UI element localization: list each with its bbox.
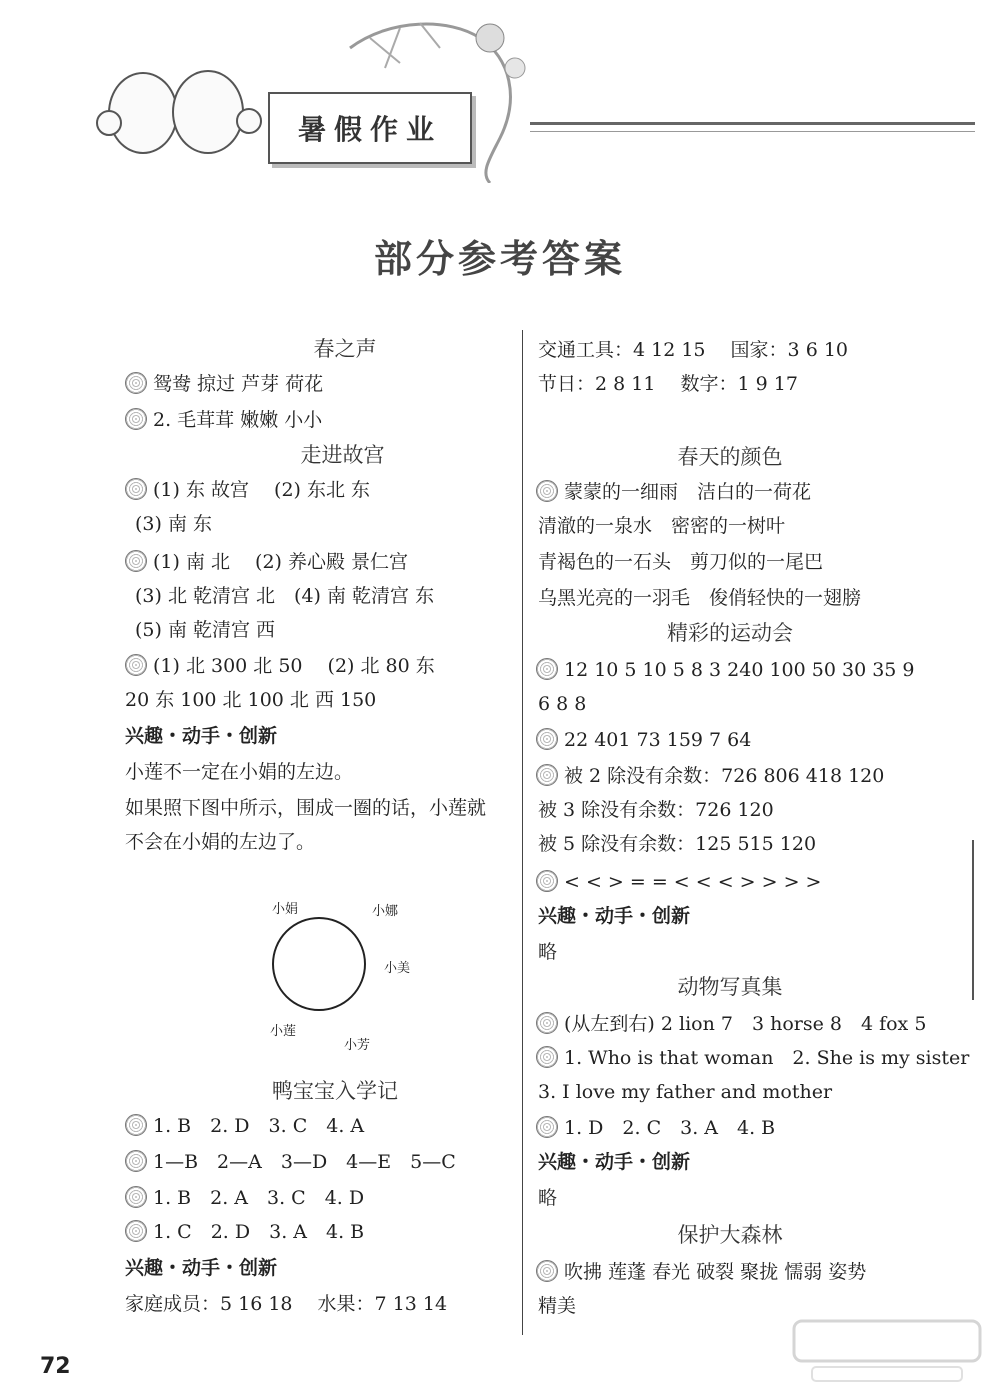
bullet-icon — [125, 550, 147, 572]
bullet-icon — [536, 764, 558, 786]
answer-line: 20 东 100 北 100 北 西 150 — [125, 689, 377, 711]
bullet-icon — [536, 1012, 558, 1034]
section-heading-animal-album: 动物写真集 — [677, 975, 783, 999]
answer-text: (从左到右) 2 lion 7 3 horse 8 4 fox 5 — [564, 1013, 927, 1035]
answer-text: (1) 东 故宫 (2) 东北 东 — [153, 479, 371, 501]
answer-text: 被 2 除没有余数：726 806 418 120 — [564, 765, 885, 787]
answer-text: 蒙蒙的一细雨 洁白的一荷花 — [564, 481, 812, 503]
header-title: 暑假作业 — [297, 113, 442, 146]
answer-line — [536, 728, 751, 752]
interest-handson-innovation-label: 兴趣・动手・创新 — [538, 1151, 691, 1173]
interest-handson-innovation-label: 兴趣・动手・创新 — [538, 905, 691, 927]
answer-line — [125, 1114, 364, 1138]
bullet-icon — [536, 658, 558, 680]
answer-line: 乌黑光亮的一羽毛 俊俏轻快的一翅膀 — [538, 587, 862, 609]
answer-text: (1) 南 北 (2) 养心殿 景仁宫 — [153, 551, 409, 573]
section-heading-spring-sound: 春之声 — [313, 337, 377, 361]
answer-line: 小莲不一定在小娟的左边。 — [125, 761, 354, 783]
watermark-logo-icon — [792, 1317, 982, 1387]
page-number: 72 — [40, 1354, 71, 1379]
bullet-icon — [536, 1116, 558, 1138]
section-heading-spring-colors: 春天的颜色 — [677, 445, 783, 469]
answer-text: 12 10 5 10 5 8 3 240 100 50 30 35 9 — [564, 659, 915, 681]
answer-line: 节日：2 8 11 数字：1 9 17 — [538, 373, 798, 395]
answer-text: 吹拂 莲蓬 春光 破裂 聚拢 懦弱 姿势 — [564, 1261, 867, 1283]
mascot-left-face — [108, 72, 178, 154]
answer-line: 精美 — [538, 1295, 577, 1317]
bullet-icon — [125, 1150, 147, 1172]
answer-line: (3) 北 乾清宫 北 (4) 南 乾清宫 东 — [135, 585, 435, 607]
section-heading-protect-forest: 保护大森林 — [677, 1223, 783, 1247]
section-heading-duckling-school: 鸭宝宝入学记 — [272, 1079, 398, 1103]
bullet-icon — [536, 870, 558, 892]
margin-rule — [972, 840, 974, 1000]
answer-line — [125, 550, 408, 574]
answer-line: 清澈的一泉水 密密的一树叶 — [538, 515, 786, 537]
answer-text: 2. 毛茸茸 嫩嫩 小小 — [153, 409, 323, 431]
answer-line: 6 8 8 — [538, 693, 587, 715]
answer-line — [125, 654, 435, 678]
answer-text: 1. D 2. C 3. A 4. B — [564, 1117, 776, 1139]
answer-line — [125, 478, 370, 502]
mascot-right-face — [172, 70, 244, 154]
interest-handson-innovation-label: 兴趣・动手・创新 — [125, 725, 278, 747]
answer-text: 1. Who is that woman 2. She is my sister — [564, 1047, 970, 1069]
answer-line — [125, 1186, 364, 1210]
page-title: 部分参考答案 — [373, 237, 626, 281]
answer-text: 1. B 2. D 3. C 4. A — [153, 1115, 365, 1137]
answer-line — [125, 1220, 364, 1244]
diagram-label-xiaolian: 小莲 — [270, 1024, 297, 1039]
answer-line — [536, 1116, 775, 1140]
answer-line: 如果照下图中所示，围成一圈的话，小莲就 — [125, 797, 487, 819]
bullet-icon — [125, 478, 147, 500]
answer-line — [536, 764, 884, 788]
answer-line: 略 — [538, 941, 558, 963]
answer-line — [536, 1012, 926, 1036]
section-heading-forbidden-city: 走进故宫 — [300, 443, 385, 467]
answer-line: 交通工具：4 12 15 国家：3 6 10 — [538, 339, 848, 361]
diagram-label-xiaojuan: 小娟 — [272, 902, 299, 917]
diagram-label-xiaofang: 小芳 — [344, 1038, 371, 1053]
mascot-left-hand — [96, 110, 122, 136]
bullet-icon — [536, 480, 558, 502]
bullet-icon — [125, 408, 147, 430]
answer-line: 不会在小娟的左边了。 — [125, 831, 316, 853]
answer-line — [536, 480, 811, 504]
bullet-icon — [536, 728, 558, 750]
answer-text: 1. B 2. A 3. C 4. D — [153, 1187, 365, 1209]
answer-line — [536, 1046, 969, 1070]
answer-text: < < > = = < < < > > > > — [564, 871, 822, 893]
bullet-icon — [536, 1046, 558, 1068]
answer-line — [125, 1150, 456, 1174]
bullet-icon — [125, 1114, 147, 1136]
answer-line: 青褐色的一石头 剪刀似的一尾巴 — [538, 551, 824, 573]
answer-text: (1) 北 300 北 50 (2) 北 80 东 — [153, 655, 435, 677]
answer-line — [125, 372, 323, 396]
seating-circle-diagram — [272, 917, 366, 1011]
answer-line: 被 3 除没有余数：726 120 — [538, 799, 774, 821]
answer-line: (3) 南 东 — [135, 513, 212, 535]
bullet-icon — [125, 372, 147, 394]
bullet-icon — [125, 1186, 147, 1208]
answer-line — [536, 658, 915, 682]
bullet-icon — [536, 1260, 558, 1282]
answer-line: (5) 南 乾清宫 西 — [135, 619, 276, 641]
answer-text: 鸳鸯 掠过 芦芽 荷花 — [153, 373, 324, 395]
answer-line: 被 5 除没有余数：125 515 120 — [538, 833, 817, 855]
answer-line — [536, 1260, 866, 1284]
diagram-label-xiaona: 小娜 — [372, 904, 399, 919]
interest-handson-innovation-label: 兴趣・动手・创新 — [125, 1257, 278, 1279]
header-rule — [530, 122, 975, 132]
bullet-icon — [125, 1220, 147, 1242]
mascot-right-hand — [236, 108, 262, 134]
header-title-box — [268, 92, 472, 164]
answer-text: 1—B 2—A 3—D 4—E 5—C — [153, 1151, 456, 1173]
section-heading-sports-meet: 精彩的运动会 — [667, 621, 793, 645]
answer-line: 略 — [538, 1187, 558, 1209]
diagram-label-xiaomei: 小美 — [384, 961, 411, 976]
answer-line: 家庭成员：5 16 18 水果：7 13 14 — [125, 1293, 448, 1315]
answer-line — [125, 408, 322, 432]
answer-text: 1. C 2. D 3. A 4. B — [153, 1221, 365, 1243]
bullet-icon — [125, 654, 147, 676]
answer-line: 3. I love my father and mother — [538, 1081, 833, 1103]
answer-text: 22 401 73 159 7 64 — [564, 729, 752, 751]
column-divider — [522, 330, 523, 1335]
answer-line — [536, 870, 821, 894]
